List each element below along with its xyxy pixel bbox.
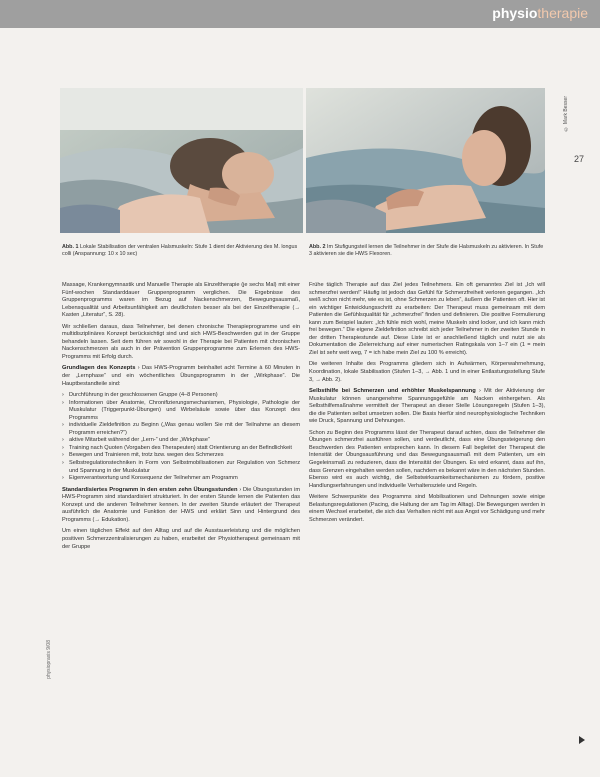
list-item: › individuelle Zieldefinition zu Beginn („Was genau wollen Sie mit der Teilnahme an diesem Programm erreichen?“) <box>62 422 300 437</box>
list-item: › Eigenverantwortung und Konsequenz der Teilnehmer am Programm <box>62 475 300 483</box>
list-item: › Bewegen und Trainieren mit, trotz bzw. wegen des Schmerzes <box>62 452 300 460</box>
caption-2-label: Abb. 2 <box>309 244 326 250</box>
photo-right-illustration <box>306 88 545 233</box>
photo-credit: © Mark Besser <box>563 96 569 132</box>
photo-neck-stabilisation <box>60 88 303 233</box>
paragraph: Weitere Schwerpunkte des Programms sind Mobilisationen und Dehnungen sowie einige Belastungsregulationen (Pacing, die Haltung der am Tag im Alltag). Die Bewegungen werden in einem Wechsel erarbeitet, die sich das Verhalten nicht mit aus Angst vor Schädigung und mehr Schmerzen verändert. <box>309 494 545 523</box>
section-heading: Standardisiertes Programm in den ersten zehn Übungsstunden <box>62 486 238 493</box>
page-header <box>0 0 600 28</box>
list-item: › Training nach Quoten (Vorgaben des Therapeuten) statt Orientierung an der Befindlichkeit <box>62 445 300 453</box>
section-heading: Selbsthilfe bei Schmerzen und erhöhter Muskelspannung <box>309 388 476 395</box>
caption-1-text: Lokale Stabilisation der ventralen Halsmuskeln: Stufe 1 dient der Aktivierung des M. longus colli (Anspannung: 10 x 10 sec) <box>62 244 298 257</box>
caption-1-label: Abb. 1 <box>62 244 79 250</box>
journal-footer: physiopraxis 9/08 <box>46 640 52 679</box>
brand-part-physio: physio <box>492 5 538 21</box>
list-item: › Informationen über Anatomie, Chronifizierungsmechanismen, Physiologie, Pathologie der Muskulatur (Triggerpunkt-Übungen) und Wirbelsäule sowie über das Konzept des Programms <box>62 400 300 423</box>
section-brand <box>492 5 588 21</box>
page-number: 27 <box>574 154 585 164</box>
paragraph: Massage, Krankengymnastik und Manuelle Therapie als Einzeltherapie (je sechs Mal) mit einer Fünf-wochen Standarddauer Gruppenprogramm verglichen. Die Ergebnisse des Gruppenprogramms waren im Bezug auf Nackenschmerzen, Bewegungsausmaß, Lebensqualität und Arbeitsunfähigkeit am deutlichsten besser als bei der Einzeltherapie (→ Kasten „Literatur“, S. 28). <box>62 282 300 319</box>
section-intro: › Mit der Aktivierung der Muskulatur können unangenehme Spannungsgefühle am Nacken einhergehen. Als Selbsthilfemaßnahme vermittelt der Therapeut an dieser Stelle Lösungsregeln (Stufen 1–3), die die Patienten selbst umsetzen sollen. Die Basis hierfür sind neurophysiologische Techniken wie Druck, Spannung und Dehnungen. <box>309 388 545 425</box>
continue-arrow-icon <box>579 736 585 744</box>
article-column-right <box>309 282 545 528</box>
paragraph: Frühe täglich Therapie auf das Ziel jedes Teilnehmers. Ein oft genanntes Ziel ist „Ich will schmerzfrei werden!“ Häufig ist jedoch das Gefühl für Schmerzfreiheit verloren gegangen. „Ich weiß schon nicht mehr, wie es ist, ohne Schmerzen zu leben“, äußern die Patienten oft. Hier ist ein wichtiger Entwicklungsschritt zu erarbeiten: Der Therapeut muss gemeinsam mit dem Patienten die Gefühlsqualität für „schmerzfrei“ finden und definieren. Die positive Formulierung kann zum Beispiel lauten: „Ich fühle mich wohl, meine Muskeln sind locker, und ich kann mich frei bewegen.“ Die eigene Zieldefinition schreibt sich jeder Teilnehmer in der zweiten Stunde in der dritten Therapiestunde auf. Diese Liste ist er anschließend täglich und nutzt sie als Dokumentation die Zielerreichung auf einer numerischen Ratingskala von 1–7 ein (1 = mein Ziel ist sehr weit weg, 7 = ich habe mein Ziel zu 100 % erreicht). <box>309 282 545 356</box>
caption-2-text: Im Stufigungsteil lernen die Teilnehmer in der Stufe die Halsmuskeln zu aktivieren. In Stufe 3 aktivieren sie die HWS Flexoren. <box>309 244 544 257</box>
paragraph: Um einen täglichen Effekt auf den Alltag und auf die Ausstauerleistung und die möglichen positiven Schmerzzentralisierungen zu haben, erarbeitet der Physiotherapeut gemeinsam mit der Gruppe <box>62 528 300 550</box>
section-heading: Grundlagen des Konzepts <box>62 365 136 372</box>
paragraph: Die weiteren Inhalte des Programms gliedern sich in Aufwärmen, Körperwahrnehmung, Koordination, lokale Stabilisation (Stufen 1–3, → Abb. 1 und in einer Entlastungsstellung Stufe 3, → Abb. 2). <box>309 361 545 383</box>
section-intro: › Die Übungsstunden im HWS-Programm sind standardisiert strukturiert. In der ersten Stunde lernen die Patienten das Konzept und die anderen Teilnehmer kennen. In der zweiten Stunde erläutert der Therapeut ausführlich die Anatomie und Funktion der HWS und erklärt Sinn und Hintergrund des Programms (→ Edukation). <box>62 486 301 523</box>
section-intro: › Das HWS-Programm beinhaltet acht Termine à 60 Minuten in der „Lernphase“ und ein wöchentliches Übungsprogramm in der „Wirkphase“. Die Hauptbestandteile sind: <box>62 365 300 387</box>
photo-supine-exercise <box>306 88 545 233</box>
paragraph: Wir schließen daraus, dass Teilnehmer, bei denen chronische Therapieprogramme und ein multidisziplinäres Konzept berücksichtigt sind und sich HWS-Beschwerden gut in der Gruppe behandeln lassen. Seit dem führen wir sowohl in der Therapie bei Patienten mit chronischen Nackenschmerzen als auch in der Prävention Gruppenprogramme zum Erlernen des HWS-Programms mit Erfolg durch. <box>62 323 300 360</box>
caption-figure-2 <box>309 244 545 258</box>
list-item: › aktive Mitarbeit während der „Lern-“ und der „Wirkphase“ <box>62 437 300 445</box>
paragraph: Schon zu Beginn des Programms lässt der Therapeut darauf achten, dass die Teilnehmer die Übungen schmerzfrei ausführen sollen, und verdeutlicht, dass eine Übungssteigerung den Beschwerden des Patienten entsprechen kann. In diesem Fall begleitet der Therapeut die Intensität der Übungsausführung und das Bewegungsausmaß mit dem Patienten, um ein Gegeleinsmaß zu reduzieren, dass die Intensität der Übungen. Es wird erkannt, dass auf ihn, dass Grenzen eingehalten werden sollen, nachdem es bekannt wäre in den nächsten Stunden. Ebenso wird es auch wichtig, die Selbstwirksamkeitsmechanismen zu fördern, positive Handlungserfahrungen und individuelle Verhaltensziele und Regeln. <box>309 429 545 489</box>
list-item: › Durchführung in der geschlossenen Gruppe (4–8 Personen) <box>62 392 300 400</box>
caption-figure-1 <box>62 244 300 258</box>
photo-left-illustration <box>60 88 303 233</box>
list-item: › Selbstregulationstechniken in Form von Selbstmobilisationen zur Regulation von Schmerz und Spannung in der Muskulatur <box>62 460 300 475</box>
brand-part-therapie: therapie <box>537 5 588 21</box>
concept-bullet-list <box>62 392 300 483</box>
article-column-left <box>62 282 300 555</box>
